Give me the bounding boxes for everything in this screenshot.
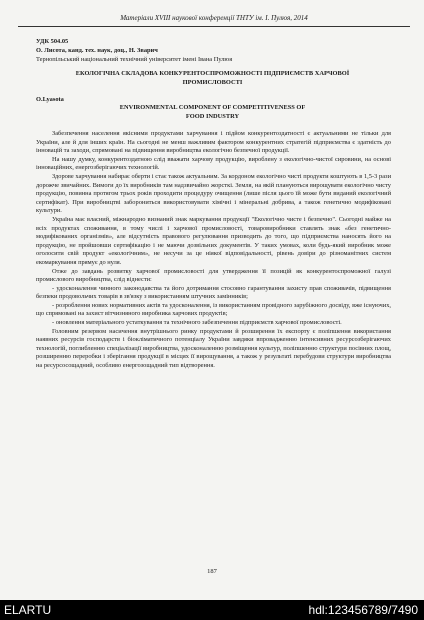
title-en: ENVIRONMENTAL COMPONENT OF COMPETITIVENESS OF FOOD INDUSTRY: [119, 104, 306, 120]
paragraph: На нашу думку, конкурентоздатною слід вважати харчову продукцію, вироблену з екологічно-чистої сировини, на основі інноваційних, енергозберігаючих технологій.: [36, 155, 391, 172]
running-header: Матеріали XVIII наукової конференції ТНТУ ім. І. Пулюя, 2014: [120, 14, 308, 22]
paragraph: Україна має власний, міжнародно визнаний знак маркування продукції "Екологічно чисте і безпечно". Сьогодні майже на всіх продуктах споживання, в тому числі і харчової промисловості, товаровиробники ставлять знак «без генетично-модифікованих організмів», але відсутність правового регулювання призводить до того, що підприємства наносять його на продукцію, не пройшовши сертифікацію і не маючи дозвільних документів. У таких умовах, коли будь-який виробник може оголосити свій продукт «екологічним», не несучи за це ніякої відповідальності, рівень довіри до різноманітних систем екомаркування прямує до нуля.: [36, 215, 391, 266]
udk-code: УДК 504.05: [36, 38, 69, 45]
list-item: - удосконалення чинного законодавства та його дотримання стосовно гарантування захисту прав споживачів, підвищення безпеки продовольчих товарів в зв'язку з використанням штучних замінників;: [36, 284, 391, 301]
header-rule: [18, 26, 410, 27]
body-text: [36, 130, 391, 371]
list-item: - оновлення матеріального устаткування та технічного забезпечення підприємств харчової промисловості.: [52, 319, 342, 327]
authors-ua: О. Лисота, канд. тех. наук, доц., Н. Зварич: [36, 47, 158, 54]
affiliation: Тернопільський національний технічний університет імені Івана Пулюя: [36, 56, 233, 63]
paragraph: Забезпечення населення якісними продуктами харчування і підйом конкурентоздатності є актуальними не тільки для України, але й для інших країн. На сьогодні не менш важливим фактором конкурентних стратегій підприємства є здатність до інновацій та заходи, спрямовані на підвищення виробництва екологічно безпечної продукції.: [36, 130, 391, 155]
closing-paragraph: Головним резервом насичення внутрішнього ринку продуктами й розширення їх експорту є поліпшення використання наявних ресурсів господарств і біокліматичного потенціалу України завдяки впровадженню інтенсивних ресурсозберігаючих технологій, поглибленню спеціалізації виробництва, удосконаленню розміщення культур, поліпшенню структури посівних площ, розширенню переробки і зберігання продукції в місцях її вирощування, а також у результаті перебудови структури виробництва на ресурсосощадний, особливо енергозощадний тип відтворення.: [36, 327, 391, 370]
repository-name: ELARTU: [4, 603, 52, 617]
viewer-footer-bar: [0, 600, 424, 620]
list-item: - розроблення нових нормативних актів та удосконалення, із використанням провідного зарубіжного досвіду, вже існуючих, що спрямовані на захист вітчизняного виробника харчових продуктів;: [36, 301, 391, 318]
paragraph: Отже до завдань розвитку харчової промисловості для утвердження її позицій як конкурентоспроможної галузі промислового виробництва, слід віднести:: [36, 267, 391, 284]
paragraph: Здорове харчування набирає оберти і стає також актуальним. За кордоном екологічно чисті продукти коштують в 1,5-3 рази дорожче звичайних. Вимоги до їх виробників там надзвичайно жорсткі. Земля, на якій плануються вирощувати екологічно чисту продукцію, повинна протягом трьох років проходити процедуру очищення (лише після цього їй може бути виданий екологічний сертифікат). При виробництві заборониться використовувати хімічні і мінеральні добрива, а також генетично модифіковані культури.: [36, 172, 391, 215]
author-en: O.Lyasota: [36, 96, 64, 103]
handle-id: hdl:123456789/7490: [308, 603, 418, 617]
page-number: 187: [207, 568, 217, 575]
title-ua: ЕКОЛОГІЧНА СКЛАДОВА КОНКУРЕНТОСПРОМОЖНОСТІ ПІДПРИЄМСТВ ХАРЧОВОЇ ПРОМИСЛОВОСТІ: [75, 70, 350, 86]
